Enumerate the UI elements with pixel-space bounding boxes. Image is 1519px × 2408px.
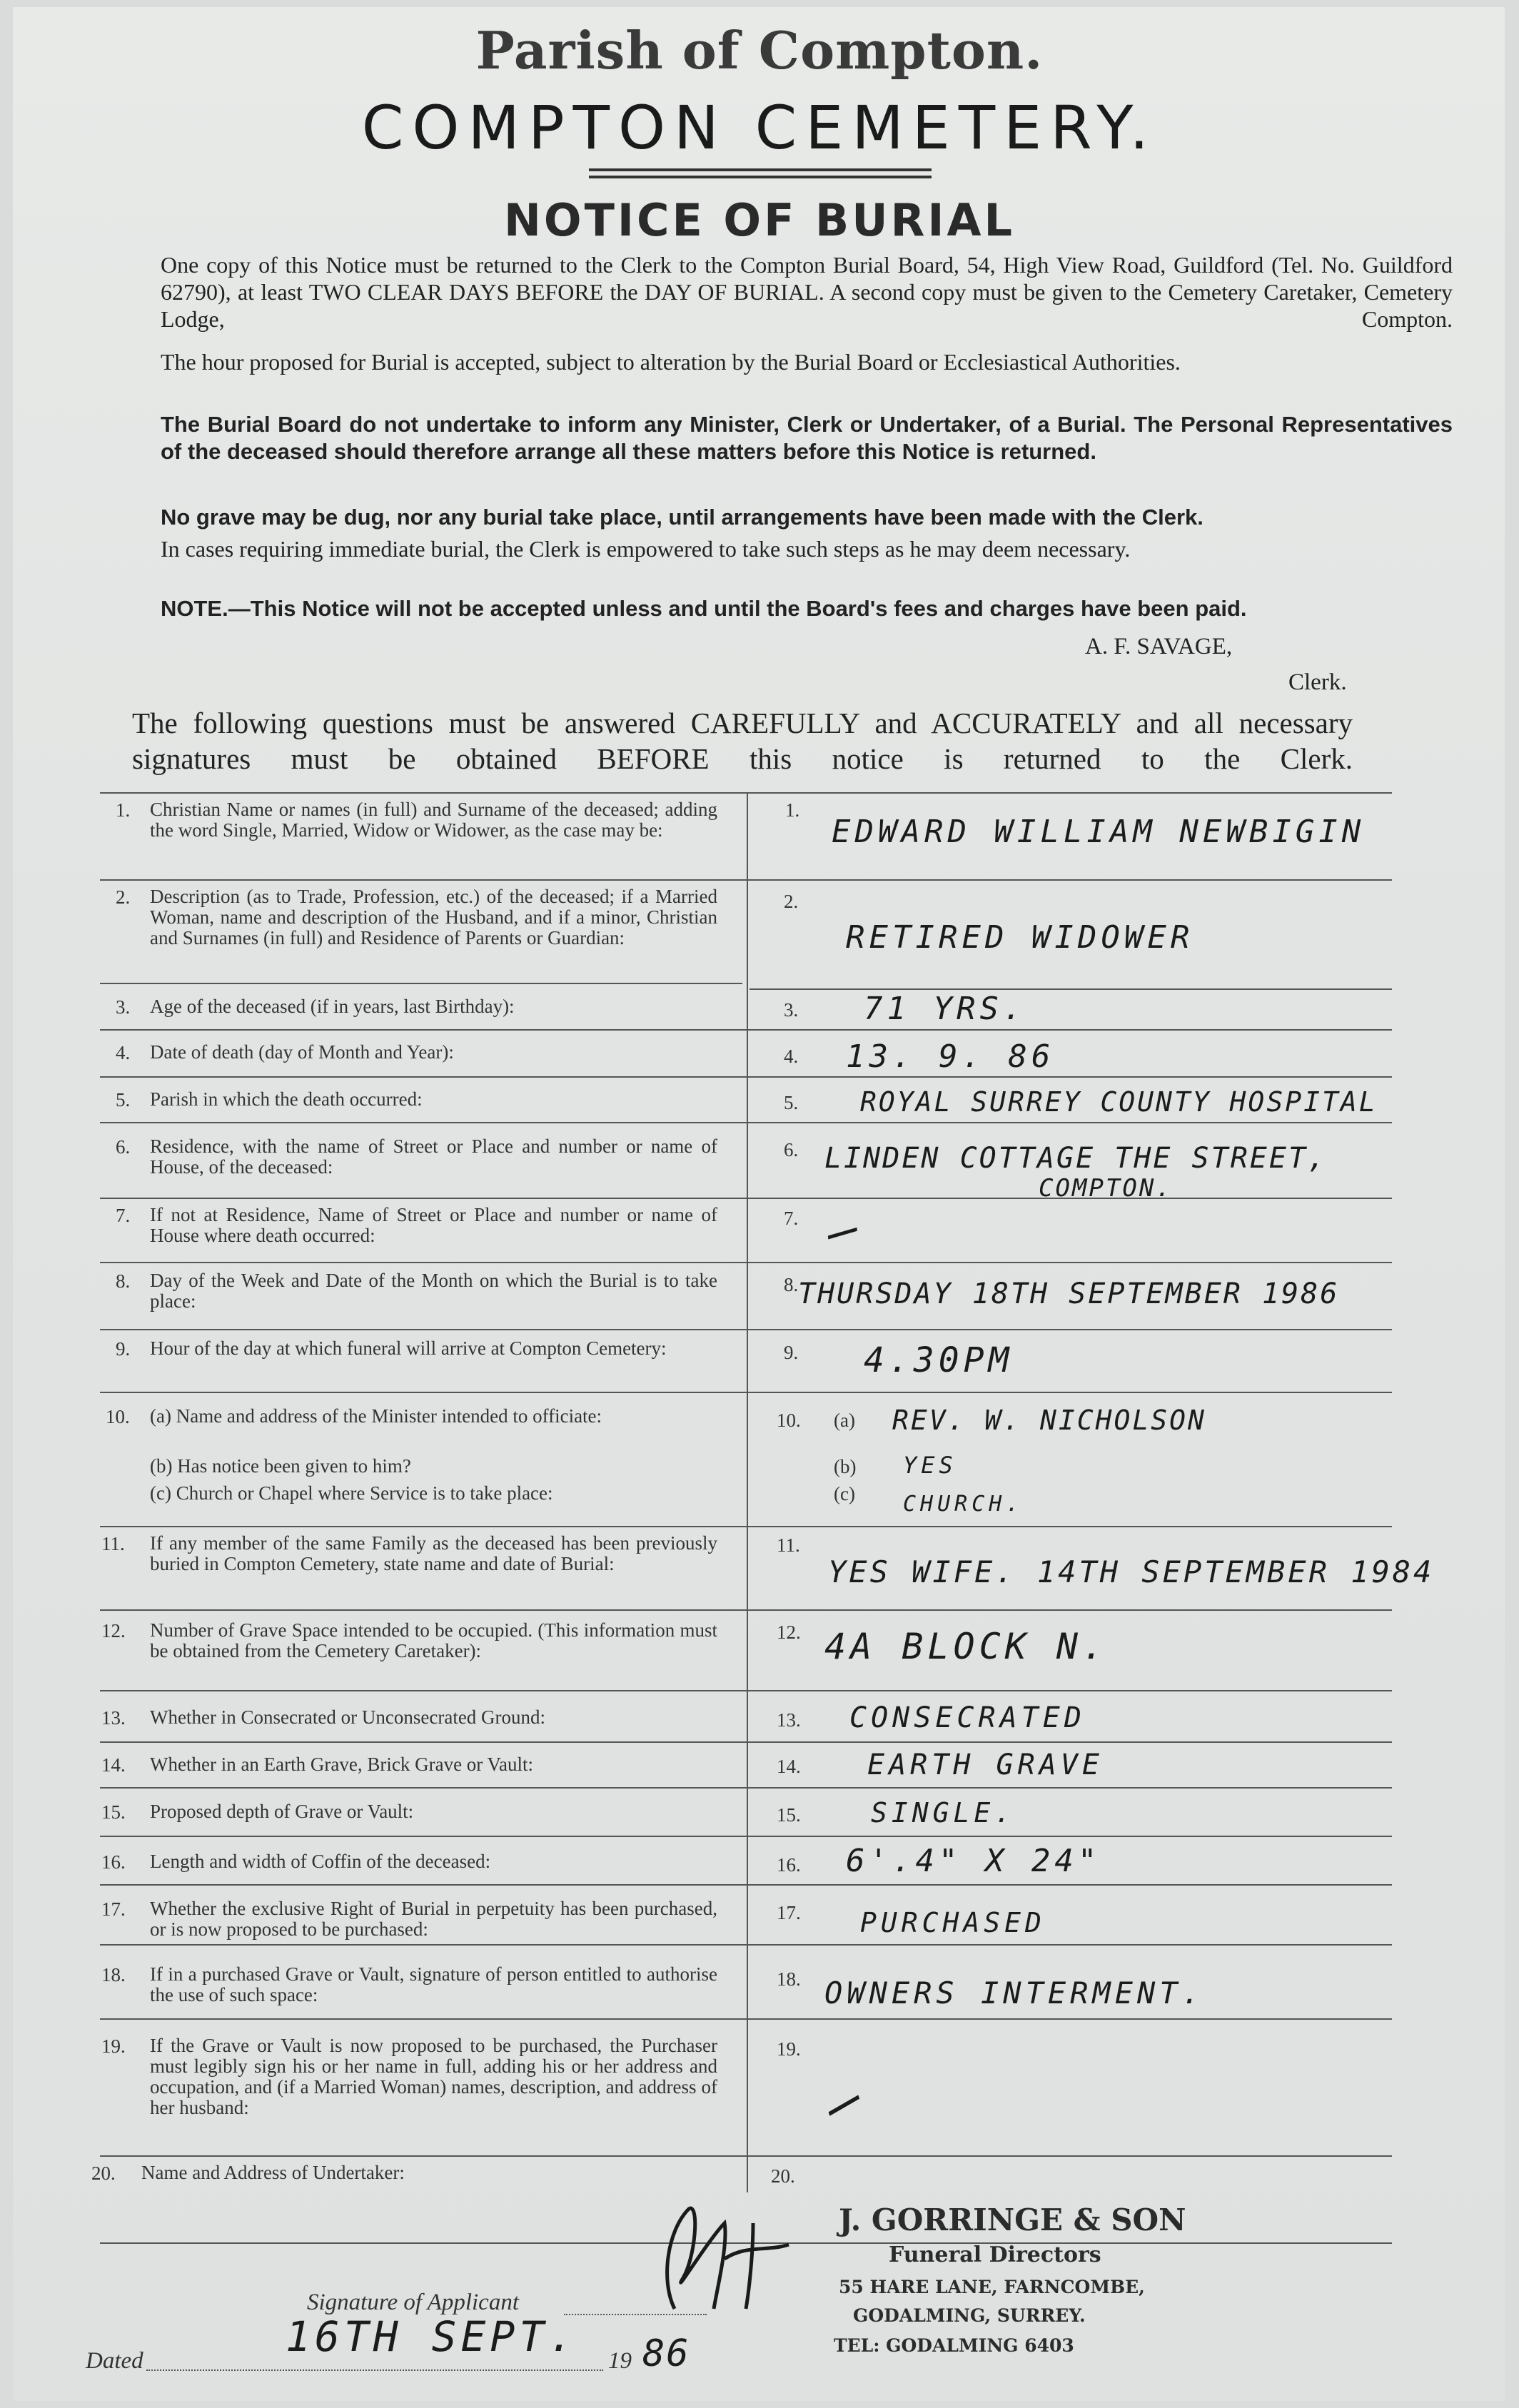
question-number: 7.	[116, 1205, 131, 1226]
table-row-rule	[100, 1029, 1392, 1031]
table-row-rule	[100, 2155, 1392, 2157]
answer-number: 19.	[777, 2038, 801, 2060]
question-number: 19.	[101, 2035, 126, 2057]
table-row-rule	[100, 879, 1392, 881]
question-text: Whether the exclusive Right of Burial in perpetuity has been purchased, or is now proposed to be purchased:	[150, 1898, 717, 1940]
table-row-rule	[100, 1392, 1392, 1393]
answer-date-of-death: 13. 9. 86	[846, 1038, 1055, 1075]
answer-grave-type: EARTH GRAVE	[867, 1749, 1104, 1781]
question-text: Proposed depth of Grave or Vault:	[150, 1801, 414, 1822]
intro-paragraph-2: The hour proposed for Burial is accepted, subject to alteration by the Burial Board or Ecclesiastical Authorities.	[161, 349, 1181, 375]
question-text: Description (as to Trade, Profession, etc.) of the deceased; if a Married Woman, name and description of the Husband, and if a minor, Christian and Surnames (in full) and Residence of Parents or Guardian:	[150, 886, 717, 948]
table-row-rule	[100, 1741, 1392, 1743]
table-top-rule	[100, 792, 1392, 794]
question-number: 11.	[101, 1533, 125, 1554]
table-row-rule	[100, 1329, 1392, 1330]
answer-age: 71 YRS.	[864, 991, 1026, 1027]
question-text: Christian Name or names (in full) and Surname of the deceased; adding the word Single, Married, Widow or Widower, as the case may be:	[150, 799, 717, 841]
question-text-b: (b) Has notice been given to him?	[150, 1455, 411, 1477]
table-row-rule	[100, 2018, 1392, 2020]
answer-number: 5.	[784, 1092, 799, 1113]
question-text-a: (a) Name and address of the Minister intended to officiate:	[150, 1405, 602, 1427]
table-row-rule	[100, 1944, 1392, 1946]
table-row-rule	[100, 1836, 1392, 1837]
question-number: 5.	[116, 1089, 131, 1111]
question-text: Date of death (day of Month and Year):	[150, 1041, 454, 1063]
answer-depth: SINGLE.	[871, 1797, 1016, 1828]
instruction-text: The following questions must be answered CAREFULLY and ACCURATELY and all necessary signatures must be obtained BEFORE this notice is returned to the Clerk.	[132, 707, 1353, 775]
answer-sub-label-b: (b)	[834, 1456, 857, 1477]
question-number: 16.	[101, 1851, 126, 1873]
answer-number: 18.	[777, 1968, 801, 1990]
question-text: If any member of the same Family as the deceased has been previously buried in Compton Cemetery, state name and date of Burial:	[150, 1532, 717, 1574]
answer-sub-label-a: (a)	[834, 1410, 855, 1431]
question-number: 3.	[116, 996, 131, 1018]
question-text: If in a purchased Grave or Vault, signature of person entitled to authorise the use of such space:	[150, 1963, 717, 2005]
year-value: 86	[642, 2332, 690, 2375]
question-text: Name and Address of Undertaker:	[141, 2162, 405, 2183]
question-text: Age of the deceased (if in years, last Birthday):	[150, 996, 515, 1017]
answer-right-of-burial: PURCHASED	[860, 1907, 1046, 1938]
question-number: 2.	[116, 886, 131, 908]
answer-purchaser: —	[811, 2062, 879, 2139]
question-text: Parish in which the death occurred:	[150, 1088, 423, 1110]
answer-number: 8.	[784, 1274, 799, 1295]
answer-number: 13.	[777, 1709, 801, 1731]
stamp-line-2: Funeral Directors	[889, 2242, 1101, 2267]
answer-sub-label-c: (c)	[834, 1483, 855, 1504]
table-row-rule	[100, 1526, 1392, 1527]
answer-number: 7.	[784, 1208, 799, 1229]
answer-burial-day: THURSDAY 18TH SEPTEMBER 1986	[798, 1278, 1340, 1310]
answer-number: 2.	[784, 891, 799, 912]
answer-description: RETIRED WIDOWER	[846, 919, 1194, 956]
answer-hour: 4.30PM	[864, 1340, 1014, 1380]
signature-label: Signature of Applicant	[307, 2290, 519, 2315]
question-text: Length and width of Coffin of the deceased:	[150, 1851, 491, 1872]
question-number: 4.	[116, 1042, 131, 1063]
question-text: Number of Grave Space intended to be occupied. (This information must be obtained from the Cemetery Caretaker):	[150, 1619, 717, 1661]
question-number: 15.	[101, 1801, 126, 1823]
question-text: If the Grave or Vault is now proposed to be purchased, the Purchaser must legibly sign his or her name in full, adding his or her address and occupation, and (if a Married Woman) names, description, and address of her husband:	[150, 2035, 717, 2118]
answer-coffin-size: 6'.4" X 24"	[846, 1843, 1101, 1879]
table-row-rule	[100, 1787, 1392, 1789]
clerk-name: A. F. SAVAGE,	[1085, 634, 1233, 659]
stamp-line-4: GODALMING, SURREY.	[853, 2305, 1086, 2326]
question-text: Hour of the day at which funeral will arrive at Compton Cemetery:	[150, 1337, 667, 1359]
answer-name: EDWARD WILLIAM NEWBIGIN	[832, 814, 1366, 850]
answer-number: 9.	[784, 1342, 799, 1363]
question-text: Residence, with the name of Street or Place and number or name of House, of the deceased:	[150, 1135, 717, 1178]
table-row-rule	[100, 1690, 1392, 1691]
table-row-rule	[100, 1609, 1392, 1611]
answer-number: 10.	[777, 1410, 801, 1431]
answer-residence-line2: COMPTON.	[1039, 1174, 1173, 1203]
answer-church: CHURCH.	[903, 1492, 1024, 1517]
answer-number: 17.	[777, 1902, 801, 1923]
answer-number: 1.	[785, 799, 800, 821]
table-row-rule	[100, 1076, 1392, 1078]
stamp-name: J. GORRINGE & SON	[839, 2202, 1186, 2237]
question-number: 13.	[101, 1707, 126, 1729]
answer-grave-space: 4A BLOCK N.	[824, 1626, 1109, 1667]
question-text-c: (c) Church or Chapel where Service is to take place:	[150, 1482, 553, 1504]
question-number: 10.	[106, 1406, 130, 1427]
answer-number: 4.	[784, 1046, 799, 1067]
cemetery-title: COMPTON CEMETERY.	[361, 93, 1158, 163]
question-number: 6.	[116, 1136, 131, 1158]
column-divider	[747, 794, 748, 2192]
intro-paragraph-1: One copy of this Notice must be returned to the Clerk to the Compton Burial Board, 54, High View Road, Guildford (Tel. No. Guildford 62790), at least TWO CLEAR DAYS BEFORE the DAY OF BURIAL. A second copy must be given to the Cemetery Caretaker, Cemetery Lodge, Compton.	[161, 252, 1453, 332]
stamp-line-5: TEL: GODALMING 6403	[834, 2335, 1074, 2356]
answer-notice-given: YES	[903, 1452, 957, 1479]
question-text: Whether in an Earth Grave, Brick Grave or Vault:	[150, 1754, 534, 1775]
answer-number: 16.	[777, 1854, 801, 1876]
year-prefix: 19	[608, 2348, 632, 2374]
question-text: Day of the Week and Date of the Month on which the Burial is to take place:	[150, 1270, 717, 1312]
answer-number: 15.	[777, 1804, 801, 1826]
table-row-rule	[100, 1198, 1392, 1199]
dated-value: 16TH SEPT.	[286, 2312, 578, 2361]
table-row-rule	[100, 1262, 1392, 1263]
parish-heading: Parish of Compton.	[475, 20, 1044, 81]
question-text: If not at Residence, Name of Street or Place and number or name of House where death occurred:	[150, 1204, 717, 1246]
answer-ground: CONSECRATED	[849, 1701, 1086, 1734]
dated-line	[146, 2369, 603, 2371]
question-text: Whether in Consecrated or Unconsecrated Ground:	[150, 1706, 546, 1728]
question-number: 12.	[101, 1620, 126, 1641]
notice-heading: NOTICE OF BURIAL	[504, 194, 1015, 246]
clerk-title: Clerk.	[1288, 669, 1347, 695]
title-rule-bottom	[589, 176, 932, 178]
table-row-rule	[750, 988, 1392, 990]
answer-residence-line1: LINDEN COTTAGE THE STREET,	[824, 1142, 1328, 1175]
answer-number: 14.	[777, 1756, 801, 1777]
intro-paragraph-5: In cases requiring immediate burial, the Clerk is empowered to take such steps as he may deem necessary.	[161, 536, 1131, 562]
answer-number: 20.	[771, 2165, 795, 2187]
applicant-signature	[646, 2195, 796, 2323]
answer-authorisation: OWNERS INTERMENT.	[824, 1976, 1204, 2010]
title-rule-top	[589, 168, 932, 171]
question-number: 20.	[91, 2162, 116, 2184]
question-number: 1.	[116, 799, 131, 821]
intro-paragraph-3: The Burial Board do not undertake to inform any Minister, Clerk or Undertaker, of a Burial. The Personal Representatives of the deceased should therefore arrange all these matters before this Notice is returned.	[161, 412, 1453, 464]
answer-number: 12.	[777, 1622, 801, 1643]
answer-number: 3.	[784, 999, 799, 1021]
table-row-rule	[100, 983, 742, 984]
table-row-rule	[100, 1122, 1392, 1123]
dated-label: Dated	[86, 2348, 143, 2374]
answer-number: 11.	[777, 1534, 800, 1556]
stamp-line-3: 55 HARE LANE, FARNCOMBE,	[839, 2277, 1145, 2297]
question-number: 8.	[116, 1270, 131, 1292]
intro-paragraph-4: No grave may be dug, nor any burial take place, until arrangements have been made with the Clerk.	[161, 505, 1203, 530]
answer-family-burial: YES WIFE. 14TH SEPTEMBER 1984	[828, 1554, 1435, 1589]
question-number: 17.	[101, 1898, 126, 1920]
answer-death-place: —	[819, 1196, 869, 1263]
answer-parish: ROYAL SURREY COUNTY HOSPITAL	[860, 1086, 1378, 1118]
question-number: 9.	[116, 1338, 131, 1360]
answer-number: 6.	[784, 1139, 799, 1160]
table-row-rule	[100, 1884, 1392, 1886]
question-number: 14.	[101, 1754, 126, 1776]
intro-note: NOTE.—This Notice will not be accepted unless and until the Board's fees and charges have been paid.	[161, 596, 1247, 621]
answer-minister: REV. W. NICHOLSON	[892, 1405, 1206, 1436]
question-number: 18.	[101, 1964, 126, 1985]
